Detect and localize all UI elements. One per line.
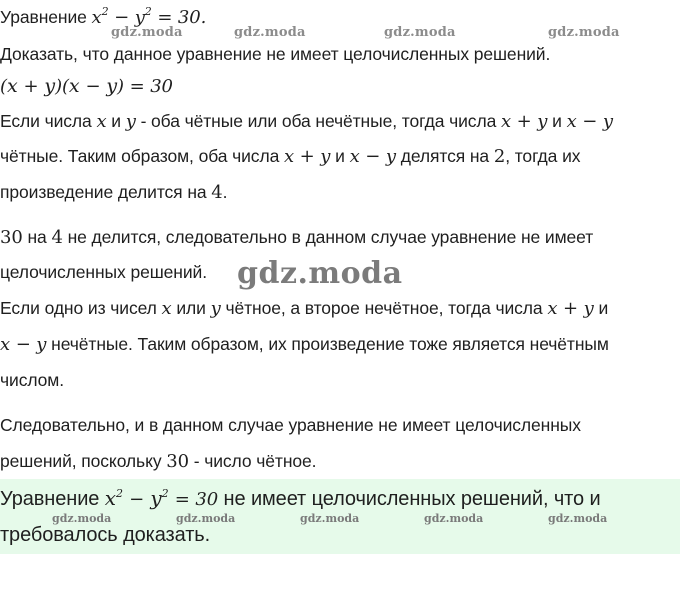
watermark-large: gdz.moda: [237, 256, 403, 291]
statement-line: Уравнение $x^2 - y^2 = 30$.: [0, 5, 207, 28]
paragraph-line: Если одно из чисел x или y чётное, а второе нечётное, тогда числа x + y и: [0, 298, 609, 319]
watermark: gdz.moda: [300, 512, 360, 525]
watermark: gdz.moda: [111, 25, 183, 40]
watermark: gdz.moda: [548, 25, 620, 40]
watermark: gdz.moda: [234, 25, 306, 40]
paragraph-line: Если числа x и y - оба чётные или оба нечётные, тогда числа x + y и x − y: [0, 111, 613, 132]
paragraph-line: Следовательно, и в данном случае уравнение не имеет целочисленных: [0, 415, 581, 435]
paragraph-line: x − y нечётные. Таким образом, их произведение тоже является нечётным: [0, 334, 609, 355]
watermark: gdz.moda: [384, 25, 456, 40]
paragraph-line: числом.: [0, 370, 64, 390]
factored-equation: (x + y)(x − y) = 30: [0, 75, 173, 97]
watermark: gdz.moda: [548, 512, 608, 525]
watermark: gdz.moda: [52, 512, 112, 525]
equation: $x^2 - y^2 = 30$.: [91, 5, 207, 28]
answer-line: требовалось доказать.: [0, 524, 211, 546]
paragraph-line: произведение делится на 4.: [0, 182, 228, 203]
watermark: gdz.moda: [424, 512, 484, 525]
watermark: gdz.moda: [176, 512, 236, 525]
answer-line: Уравнение $x^2 - y^2 = 30$ не имеет целочисленных решений, что и: [0, 486, 601, 510]
paragraph-line: целочисленных решений.: [0, 262, 207, 282]
task-line: Доказать, что данное уравнение не имеет целочисленных решений.: [0, 44, 551, 64]
paragraph-line: 30 на 4 не делится, следовательно в данном случае уравнение не имеет: [0, 227, 594, 248]
paragraph-line: решений, поскольку 30 - число чётное.: [0, 451, 317, 472]
paragraph-line: чётные. Таким образом, оба числа x + y и x − y делятся на 2, тогда их: [0, 146, 581, 167]
